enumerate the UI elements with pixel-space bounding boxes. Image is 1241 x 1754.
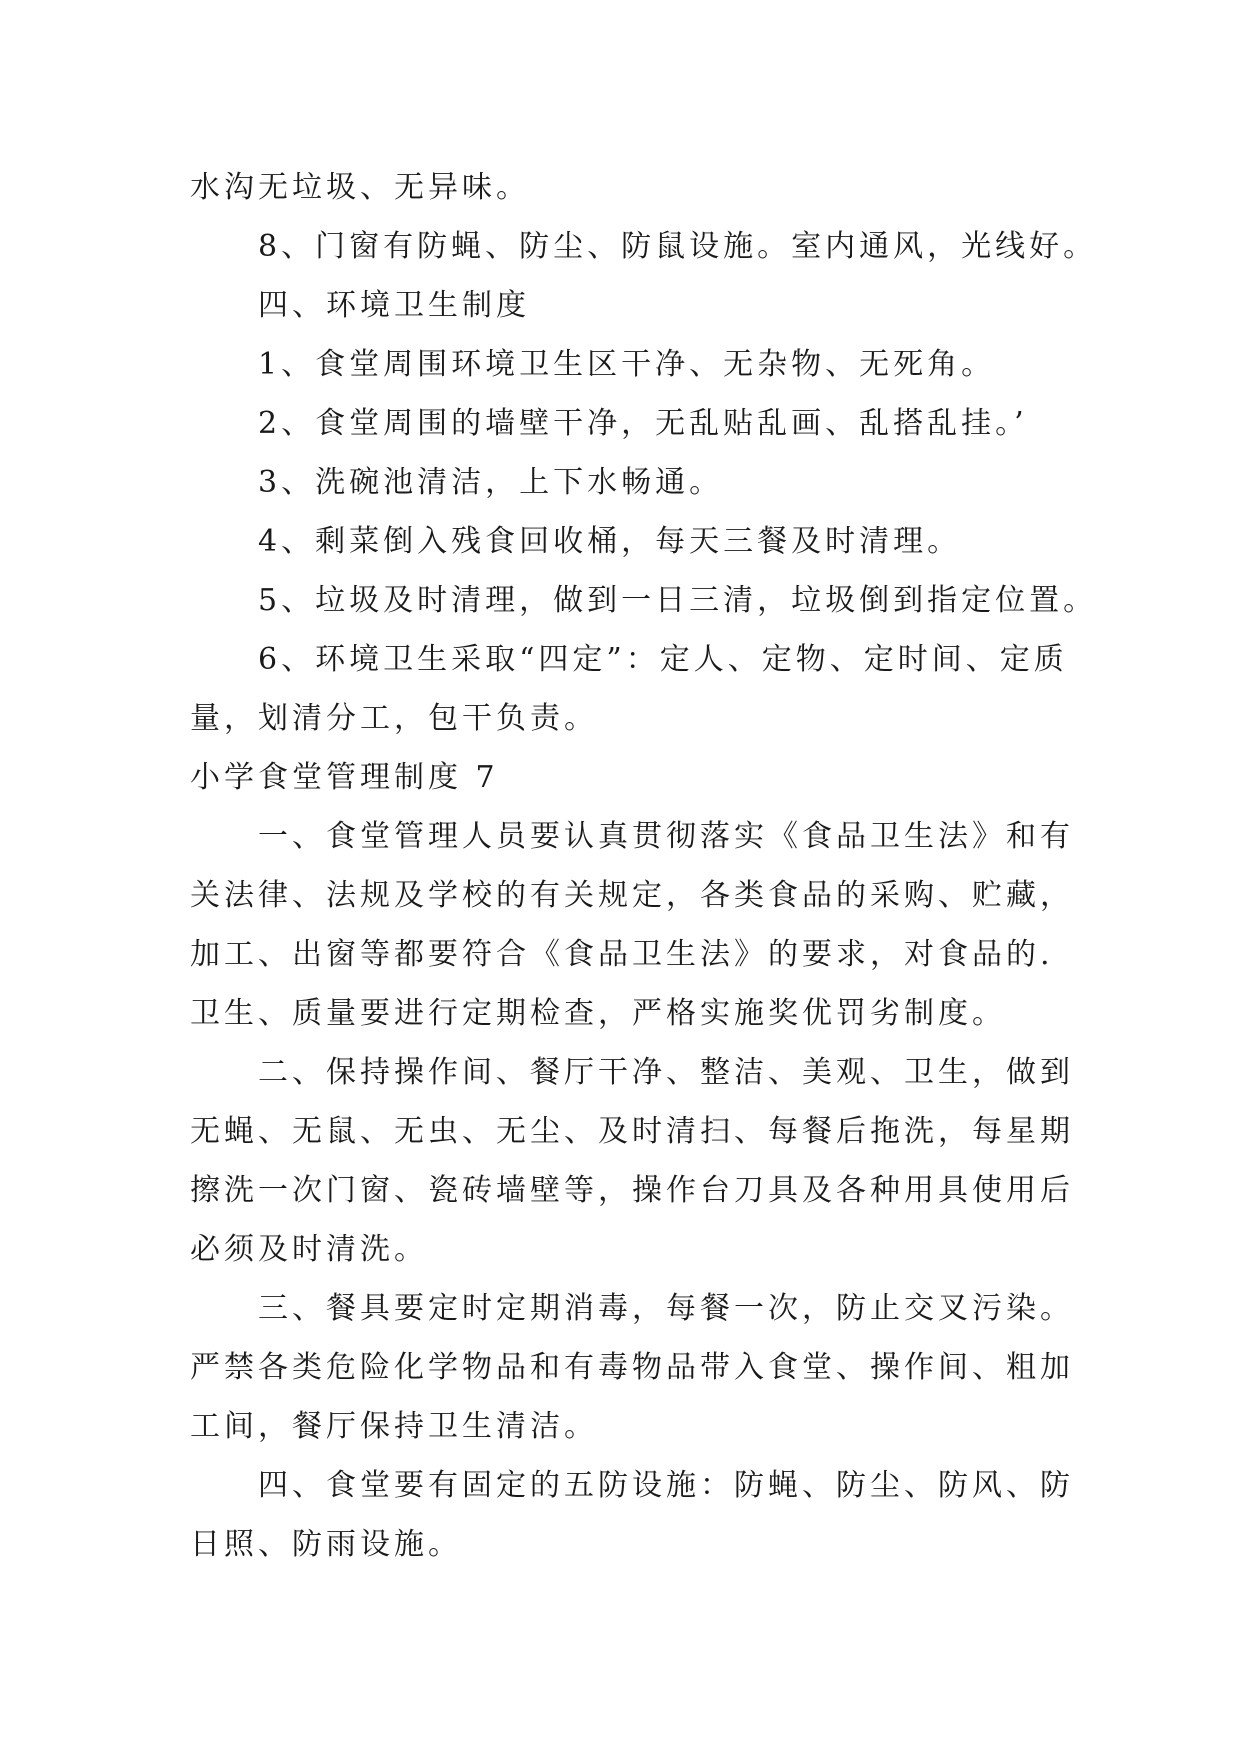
text-line: 4、剩菜倒入残食回收桶，每天三餐及时清理。 [258,524,962,559]
text-line: 量，划清分工，包干负责。 [190,701,598,736]
text-line: 无蝇、无鼠、无虫、无尘、及时清扫、每餐后拖洗，每星期 [190,1114,1074,1149]
text-line: 8、门窗有防蝇、防尘、防鼠设施。室内通风，光线好。 [258,229,1098,264]
text-line: 水沟无垃圾、无异味。 [190,170,530,205]
text-line: 2、食堂周围的墙壁干净，无乱贴乱画、乱搭乱挂。’ [258,406,1028,441]
text-line: 四、食堂要有固定的五防设施：防蝇、防尘、防风、防 [258,1468,1074,1503]
text-line: 二、保持操作间、餐厅干净、整洁、美观、卫生，做到 [258,1055,1074,1090]
text-line: 严禁各类危险化学物品和有毒物品带入食堂、操作间、粗加 [190,1350,1074,1385]
text-line: 必须及时清洗。 [190,1232,428,1267]
document-title: 小学食堂管理制度 7 [190,760,499,795]
text-line: 3、洗碗池清洁，上下水畅通。 [258,465,724,500]
text-line: 卫生、质量要进行定期检查，严格实施奖优罚劣制度。 [190,996,1006,1031]
text-line: 5、垃圾及时清理，做到一日三清，垃圾倒到指定位置。 [258,583,1098,618]
text-line: 加工、出窗等都要符合《食品卫生法》的要求，对食品的. [190,937,1054,972]
text-line: 工间，餐厅保持卫生清洁。 [190,1409,598,1444]
section-heading: 四、环境卫生制度 [258,288,530,323]
text-line: 日照、防雨设施。 [190,1527,462,1562]
document-body [190,158,1098,1574]
text-line: 擦洗一次门窗、瓷砖墙壁等，操作台刀具及各种用具使用后 [190,1173,1074,1208]
text-line: 关法律、法规及学校的有关规定，各类食品的采购、贮藏， [190,878,1074,913]
text-line: 6、环境卫生采取“四定”：定人、定物、定时间、定质 [258,642,1068,677]
text-line: 一、食堂管理人员要认真贯彻落实《食品卫生法》和有 [258,819,1074,854]
text-line: 1、食堂周围环境卫生区干净、无杂物、无死角。 [258,347,996,382]
text-line: 三、餐具要定时定期消毒，每餐一次，防止交叉污染。 [258,1291,1074,1326]
